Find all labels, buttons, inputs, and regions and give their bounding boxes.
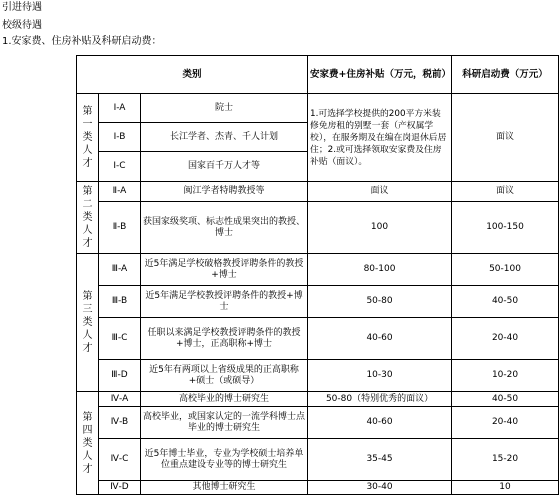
row-research: 20-40 [452, 318, 559, 360]
table-row [77, 286, 559, 318]
row-code: Ⅲ-C [99, 318, 141, 360]
group-label: 第一类人才 [77, 94, 99, 182]
row-research: 面议 [452, 182, 559, 202]
table-row [77, 439, 559, 481]
benefits-table [76, 55, 559, 495]
row-code: Ⅳ-D [99, 481, 141, 495]
row-research: 20-40 [452, 407, 559, 439]
group-label: 第二类人才 [77, 182, 99, 254]
row-research: 10-20 [452, 360, 559, 392]
row-description: 长江学者、杰青、千人计划 [141, 123, 308, 152]
row-description: 其他博士研究生 [141, 481, 308, 495]
row-code: Ⅳ-B [99, 407, 141, 439]
row-code: Ⅰ-C [99, 152, 141, 182]
row-research: 50-100 [452, 254, 559, 286]
row-description: 近5年有两项以上省级成果的正高职称+硕士（或硕导） [141, 360, 308, 392]
row-code: Ⅲ-A [99, 254, 141, 286]
table-row [77, 254, 559, 286]
item-heading: 1.安家费、住房补贴及科研启动费： [2, 36, 162, 47]
row-code: Ⅱ-A [99, 182, 141, 202]
row-code: Ⅲ-D [99, 360, 141, 392]
row-code: Ⅰ-B [99, 123, 141, 152]
row-research: 40-50 [452, 286, 559, 318]
row-description: 闽江学者特聘教授等 [141, 182, 308, 202]
row-settle: 100 [308, 202, 452, 254]
row-description: 任职以来满足学校教授评聘条件的教授+博士，正高职称+博士 [141, 318, 308, 360]
table-row [77, 392, 559, 407]
row-research: 100-150 [452, 202, 559, 254]
row-code: Ⅲ-B [99, 286, 141, 318]
row-settle: 40-60 [308, 407, 452, 439]
row-description: 近5年博士毕业，专业为学校硕士培养单位重点建设专业等的博士研究生 [141, 439, 308, 481]
row-settle: 35-45 [308, 439, 452, 481]
row-description: 国家百千万人才等 [141, 152, 308, 182]
table-row [77, 318, 559, 360]
column-header-settle: 安家费+住房补贴（万元，税前） [308, 56, 452, 94]
row-research: 10 [452, 481, 559, 495]
row-description: 高校毕业的博士研究生 [141, 392, 308, 407]
row-research: 15-20 [452, 439, 559, 481]
row-description: 院士 [141, 94, 308, 123]
table-row [77, 360, 559, 392]
column-header-category: 类别 [77, 56, 308, 94]
row-settle: 50-80（特别优秀的面议） [308, 392, 452, 407]
section-title: 引进待遇 [2, 2, 42, 13]
table-row [77, 202, 559, 254]
row-settle: 面议 [308, 182, 452, 202]
row-description: 获国家级奖项、标志性成果突出的教授、博士 [141, 202, 308, 254]
row-research: 40-50 [452, 392, 559, 407]
row-settle: 10-30 [308, 360, 452, 392]
row-code: Ⅳ-C [99, 439, 141, 481]
subsection-title: 校级待遇 [2, 20, 42, 31]
row-settle: 30-40 [308, 481, 452, 495]
row-code: Ⅱ-B [99, 202, 141, 254]
research-note: 面议 [452, 94, 559, 182]
table-row [77, 481, 559, 495]
row-settle: 40-60 [308, 318, 452, 360]
row-description: 近5年满足学校教授评聘条件的教授+博士 [141, 286, 308, 318]
table-row [77, 407, 559, 439]
group-label: 第四类人才 [77, 392, 99, 495]
column-header-research: 科研启动费（万元） [452, 56, 559, 94]
table-row [77, 94, 559, 123]
table-header-row [77, 56, 559, 94]
table-row [77, 182, 559, 202]
row-code: Ⅰ-A [99, 94, 141, 123]
group-label: 第三类人才 [77, 254, 99, 392]
row-settle: 50-80 [308, 286, 452, 318]
settle-note: 1.可选择学校提供的200平方米装修免房租的别墅一套（产权属学校），在服务期及在编在岗退休后居住；2.或可选择领取安家费及住房补贴（面议）。 [308, 94, 452, 182]
row-description: 高校毕业，或国家认定的一流学科博士点毕业的博士研究生 [141, 407, 308, 439]
row-description: 近5年满足学校破格教授评聘条件的教授+博士 [141, 254, 308, 286]
row-code: Ⅳ-A [99, 392, 141, 407]
row-settle: 80-100 [308, 254, 452, 286]
